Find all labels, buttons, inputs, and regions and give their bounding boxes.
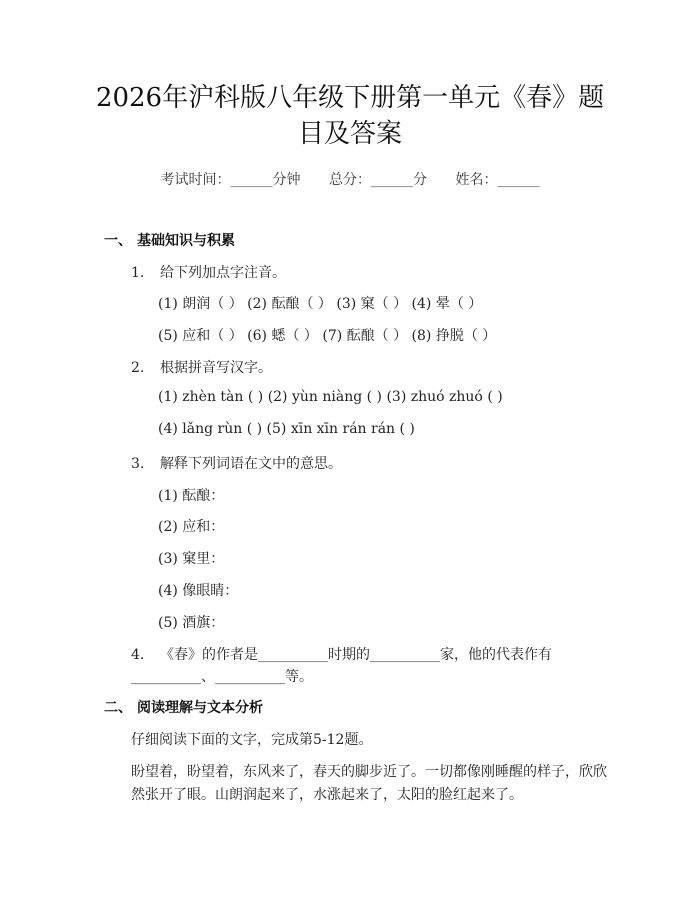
q3-item: (5) 酒旗： [158, 615, 225, 631]
question-text: 给下列加点字注音。 [160, 265, 286, 281]
question-number: 4. [131, 647, 145, 663]
page-title: 2026年沪科版八年级下册第一单元《春》题目及答案 [95, 83, 605, 149]
question-number: 1. [131, 265, 145, 281]
section-number: 一、 [104, 233, 132, 249]
reading-intro: 仔细阅读下面的文字，完成第5-12题。 [131, 732, 373, 748]
q2-row-2: (4) lǎng rùn ( ) (5) xīn xīn rán rán ( ) [158, 421, 415, 437]
section-number: 二、 [104, 700, 132, 716]
exam-time: 考试时间：______分钟 [160, 172, 301, 188]
question-number: 2. [131, 360, 145, 376]
section-title: 阅读理解与文本分析 [137, 700, 263, 716]
q2-row-1: (1) zhèn tàn ( ) (2) yùn niàng ( ) (3) zhuó zhuó ( ) [158, 389, 503, 405]
question-4-line-2: __________、__________等。 [131, 669, 313, 685]
exam-info [0, 169, 700, 189]
q3-item: (3) 窠里： [158, 551, 225, 567]
question-number: 3. [131, 456, 145, 472]
exam-score: 总分：______分 [329, 172, 427, 188]
question-text: 根据拼音写汉字。 [160, 360, 272, 376]
question-2 [131, 357, 272, 377]
q3-item: (4) 像眼睛： [158, 583, 239, 599]
question-1 [131, 262, 286, 282]
question-3 [131, 453, 342, 473]
q3-item: (2) 应和： [158, 519, 225, 535]
q1-row-2: (5) 应和（ ） (6) 蟋（ ） (7) 酝酿（ ） (8) 挣脱（ ） [158, 328, 497, 344]
reading-passage: 盼望着，盼望着，东风来了，春天的脚步近了。一切都像刚睡醒的样子，欣欣然张开了眼。山朗润起来了，水涨起来了，太阳的脸红起来了。 [131, 764, 607, 803]
q1-row-1: (1) 朗润（ ） (2) 酝酿（ ） (3) 窠（ ） (4) 晕（ ） [158, 296, 483, 312]
section-title: 基础知识与积累 [137, 233, 235, 249]
question-text: 《春》的作者是__________时期的__________家，他的代表作有 [160, 647, 552, 663]
section-1-heading [104, 230, 235, 250]
section-2-heading [104, 697, 263, 717]
exam-name: 姓名：______ [455, 172, 540, 188]
q3-item: (1) 酝酿： [158, 488, 225, 504]
question-4 [131, 644, 552, 664]
question-text: 解释下列词语在文中的意思。 [160, 456, 342, 472]
